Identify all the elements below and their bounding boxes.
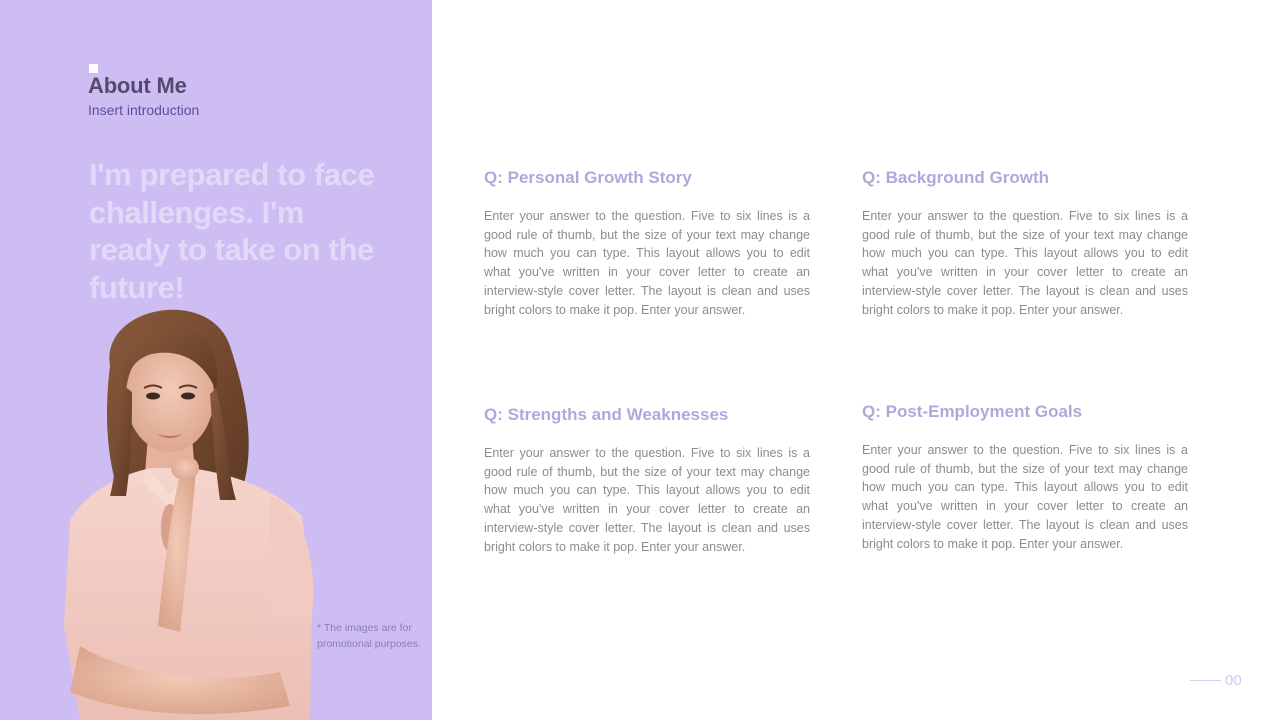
question-title: Q: Background Growth [862, 168, 1049, 187]
title-marker [89, 64, 98, 73]
question-title: Q: Strengths and Weaknesses [484, 405, 729, 424]
page-number-line [1190, 680, 1221, 681]
portrait-photo [40, 296, 340, 720]
qa-block-post-employment-goals [862, 402, 1188, 553]
question-title: Q: Post-Employment Goals [862, 402, 1083, 421]
image-disclaimer: * The images are for promotional purposes. [317, 622, 421, 650]
qa-block-personal-growth [484, 168, 810, 319]
qa-block-background-growth [862, 168, 1188, 319]
quote-text: I'm prepared to face challenges. I'm ready to take on the future! [89, 157, 375, 305]
page-number-text: 00 [1225, 672, 1242, 689]
page-number [1190, 672, 1250, 692]
slide-subtitle: Insert introduction [88, 102, 200, 118]
answer-text: Enter your answer to the question. Five to six lines is a good rule of thumb, but the size of your text may change how much you can type. This layout allows you to edit what you've written in your cover letter to create an interview-style cover letter. The layout is clean and uses bright colors to make it pop. Enter your answer. [862, 443, 1188, 551]
answer-text: Enter your answer to the question. Five to six lines is a good rule of thumb, but the size of your text may change how much you can type. This layout allows you to edit what you've written in your cover letter to create an interview-style cover letter. The layout is clean and uses bright colors to make it pop. Enter your answer. [484, 446, 810, 554]
answer-text: Enter your answer to the question. Five to six lines is a good rule of thumb, but the size of your text may change how much you can type. This layout allows you to edit what you've written in your cover letter to create an interview-style cover letter. The layout is clean and uses bright colors to make it pop. Enter your answer. [484, 209, 810, 317]
question-title: Q: Personal Growth Story [484, 168, 692, 187]
left-panel [0, 0, 432, 720]
slide-title: About Me [88, 73, 187, 98]
answer-text: Enter your answer to the question. Five to six lines is a good rule of thumb, but the size of your text may change how much you can type. This layout allows you to edit what you've written in your cover letter to create an interview-style cover letter. The layout is clean and uses bright colors to make it pop. Enter your answer. [862, 209, 1188, 317]
qa-block-strengths-weaknesses [484, 405, 810, 556]
